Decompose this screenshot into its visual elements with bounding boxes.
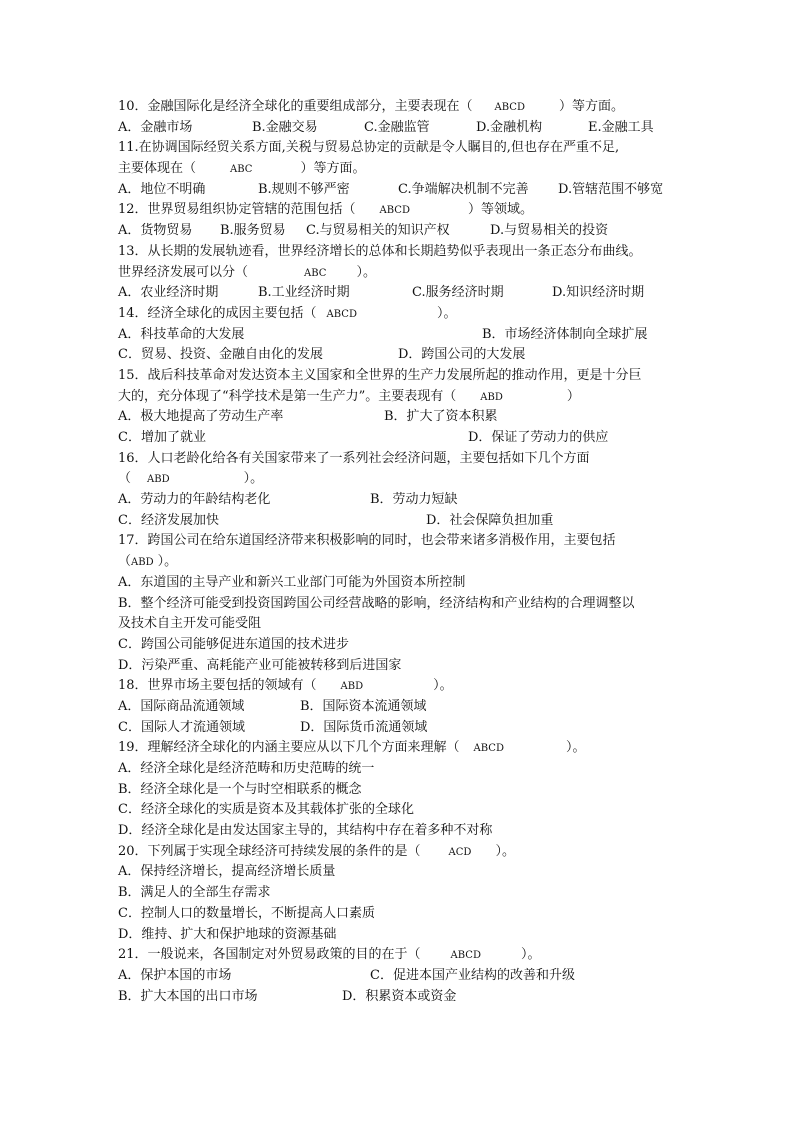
answer-text: ABC	[304, 267, 327, 279]
question-12-options	[118, 221, 678, 242]
option: D．污染严重、高耗能产业可能被转移到后进国家	[118, 657, 402, 673]
option: A．保持经济增长，提高经济增长质量	[118, 864, 336, 880]
option: C．经济全球化的实质是资本及其载体扩张的全球化	[118, 802, 414, 818]
option: C．贸易、投资、金融自由化的发展	[118, 347, 323, 363]
answer-text: ACD	[448, 846, 472, 858]
question-18-stem: 18．世界市场主要包括的领域有（ ABD ）。	[118, 678, 453, 694]
question-20-stem: 20．下列属于实现全球经济可持续发展的条件的是（ ACD ）。	[118, 843, 515, 859]
question-10-stem: 10．金融国际化是经济全球化的重要组成部分，主要表现在（ ABCD ）等方面。	[118, 99, 624, 114]
answer-text: ABCD	[326, 308, 357, 320]
option: A．保护本国的市场	[118, 967, 232, 983]
question-15-options	[118, 428, 678, 449]
question-17-option	[118, 614, 678, 635]
option: D.金融机构	[476, 119, 543, 135]
option: C．跨国公司能够促进东道国的技术进步	[118, 636, 349, 652]
answer-text: ABD	[480, 391, 503, 403]
option: D.与贸易相关的投资	[490, 223, 609, 239]
option: B．整个经济可能受到投资国跨国公司经营战略的影响，经济结构和产业结构的合理调整以	[118, 595, 635, 611]
answer-text: ABCD	[494, 102, 525, 113]
answer-text: ABD	[340, 681, 364, 693]
question-20-option	[118, 904, 678, 925]
option: D.管辖范围不够宽	[558, 181, 664, 197]
option: B．国际资本流通领域	[300, 698, 427, 714]
option: D.知识经济时期	[552, 285, 645, 301]
option: C.与贸易相关的知识产权	[306, 223, 450, 239]
question-12-stem: 12．世界贸易组织协定管辖的范围包括（ ABCD ）等领域。	[118, 202, 533, 218]
question-20-option	[118, 862, 678, 883]
option: A．农业经济时期	[118, 285, 219, 301]
question-16-stem: 16．人口老龄化给各有关国家带来了一系列社会经济问题，主要包括如下几个方面	[118, 450, 590, 466]
option: B．满足人的全部生存需求	[118, 885, 271, 901]
answer-text: ABCD	[450, 950, 481, 962]
question-11-stem-cont: 主要体现在（ ABC ）等方面。	[118, 161, 366, 177]
option: A．地位不明确	[118, 181, 206, 197]
question-17-option	[118, 656, 678, 677]
option: A．经济全球化是经济范畴和历史范畴的统一	[118, 761, 375, 776]
question-13-options	[118, 283, 678, 304]
option: D．国际货币流通领域	[300, 719, 428, 735]
question-19-option	[118, 800, 678, 821]
option: E.金融工具	[588, 119, 654, 135]
question-19-option	[118, 780, 678, 801]
question-20-option	[118, 883, 678, 904]
option: A．科技革命的大发展	[118, 326, 245, 342]
option: B．劳动力短缺	[370, 492, 458, 508]
option: D．跨国公司的大发展	[398, 347, 526, 363]
option: A．金融市场	[118, 119, 193, 135]
question-17-stem-cont: （ABD ）。	[118, 554, 178, 570]
option: D．社会保障负担加重	[426, 512, 554, 528]
option: B．经济全球化是一个与时空相联系的概念	[118, 781, 362, 797]
option: A．劳动力的年龄结构老化	[118, 492, 271, 508]
question-17-option	[118, 635, 678, 656]
question-16-stem-cont: （ ABD ）。	[118, 471, 264, 487]
answer-text: ABCD	[379, 205, 410, 217]
question-18-options	[118, 697, 678, 718]
question-11-stem: 11.在协调国际经贸关系方面,关税与贸易总协定的贡献是令人瞩目的,但也存在严重不足,	[118, 140, 620, 156]
option: C.金融监管	[364, 119, 430, 135]
question-13-stem: 13．从长期的发展轨迹看，世界经济增长的总体和长期趋势似乎表现出一条正态分布曲线。	[118, 243, 642, 259]
option: A．东道国的主导产业和新兴工业部门可能为外国资本所控制	[118, 574, 466, 590]
option: D．保证了劳动力的供应	[468, 430, 609, 445]
option: B.服务贸易	[220, 223, 286, 239]
question-17-option	[118, 573, 678, 594]
question-21-options	[118, 966, 678, 987]
question-15-stem-cont: 大的，充分体现了“科学技术是第一生产力”。主要表现有（ ABD ）	[118, 388, 580, 404]
option: C.服务经济时期	[412, 285, 504, 301]
option: C．增加了就业	[118, 430, 206, 445]
option: A．国际商品流通领域	[118, 698, 245, 714]
answer-text: ABCD	[473, 743, 504, 755]
option: C．促进本国产业结构的改善和升级	[370, 967, 575, 983]
option: B．市场经济体制向全球扩展	[482, 326, 648, 342]
option: C．控制人口的数量增长，不断提高人口素质	[118, 905, 375, 921]
question-17-option	[118, 594, 678, 615]
question-16-options	[118, 511, 678, 532]
option: B.金融交易	[252, 119, 318, 135]
option: A．极大地提高了劳动生产率	[118, 409, 284, 425]
question-14-stem: 14．经济全球化的成因主要包括（ ABCD ）。	[118, 305, 457, 321]
option: C．经济发展加快	[118, 512, 219, 528]
answer-text: ABC	[230, 164, 253, 176]
option: A．货物贸易	[118, 223, 193, 239]
question-19-option	[118, 759, 678, 780]
document-body	[118, 97, 678, 1007]
option: C.争端解决机制不完善	[398, 181, 529, 197]
option: C．国际人才流通领域	[118, 719, 245, 735]
question-14-options	[118, 325, 678, 346]
option: B．扩大本国的出口市场	[118, 988, 258, 1004]
question-13-stem-cont: 世界经济发展可以分（ ABC ）。	[118, 264, 376, 280]
question-21-options	[118, 987, 678, 1008]
option-cont: 及技术自主开发可能受阻	[118, 616, 262, 632]
question-16-options	[118, 490, 678, 511]
question-14-options	[118, 345, 678, 366]
question-15-options	[118, 407, 678, 428]
option: B．扩大了资本积累	[384, 409, 498, 425]
question-15-stem: 15．战后科技革命对发达资本主义国家和全世界的生产力发展所起的推动作用，更是十分巨	[118, 367, 642, 383]
question-20-option	[118, 925, 678, 946]
question-19-stem: 19．理解经济全球化的内涵主要应从以下几个方面来理解（ ABCD ）。	[118, 740, 586, 756]
question-10-options	[118, 118, 678, 139]
option: D．维持、扩大和保护地球的资源基础	[118, 926, 337, 942]
answer-text: ABD	[131, 557, 154, 569]
question-11-options	[118, 180, 678, 201]
question-19-option	[118, 821, 678, 842]
question-18-options	[118, 718, 678, 739]
option: D．积累资本或资金	[342, 988, 457, 1004]
option: D．经济全球化是由发达国家主导的，其结构中存在着多种不对称	[118, 823, 493, 839]
option: B.工业经济时期	[258, 285, 350, 301]
question-21-stem: 21．一般说来，各国制定对外贸易政策的目的在于（ ABCD ）。	[118, 947, 541, 963]
option: B.规则不够严密	[258, 181, 350, 197]
answer-text: ABD	[147, 474, 170, 486]
question-17-stem: 17．跨国公司在给东道国经济带来积极影响的同时，也会带来诸多消极作用，主要包括	[118, 533, 616, 549]
